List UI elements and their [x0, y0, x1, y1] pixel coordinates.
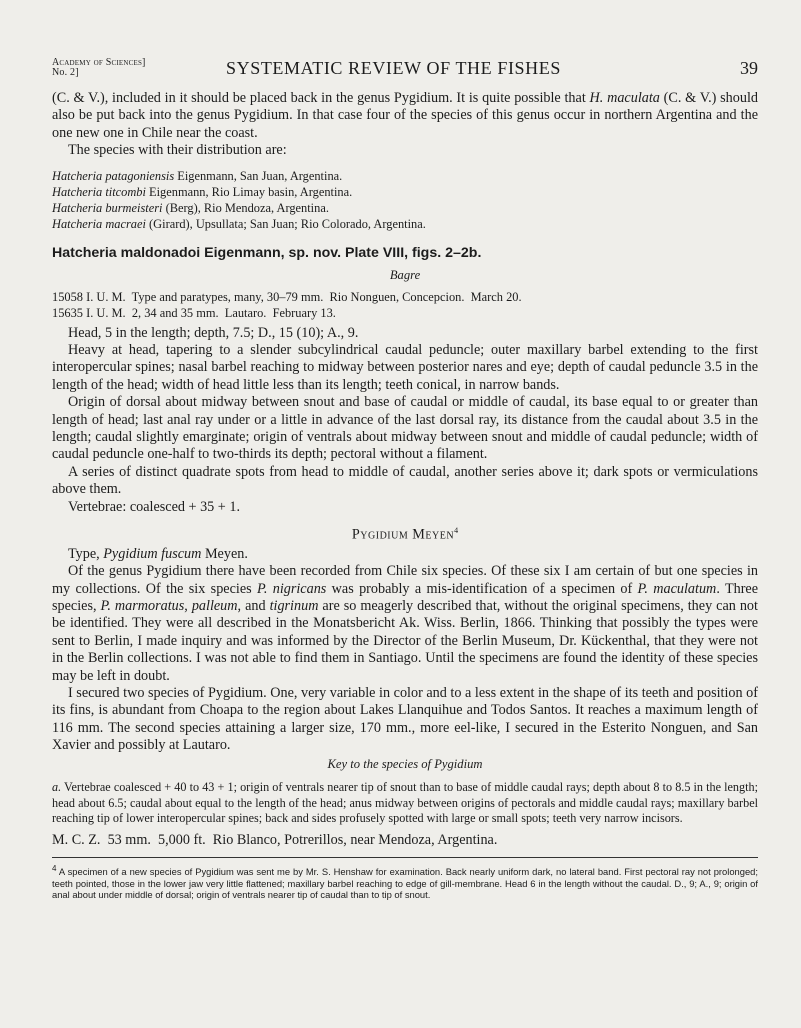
species-item: Hatcheria patagoniensis Eigenmann, San Juan, Argentina. — [52, 168, 343, 183]
measurements-paragraph: Head, 5 in the length; depth, 7.5; D., 15 (10); A., 9. — [68, 324, 359, 341]
species-list — [52, 168, 758, 232]
specimen-line: 15058 I. U. M. Type and paratypes, many, 30–79 mm. Rio Nonguen, Concepcion. March 20. — [52, 289, 522, 304]
distribution-intro: The species with their distribution are: — [68, 142, 287, 159]
running-title: SYSTEMATIC REVIEW OF THE FISHES — [226, 58, 561, 78]
vertebrae-paragraph: Vertebrae: coalesced + 35 + 1. — [68, 498, 240, 515]
intro-paragraph: (C. & V.), included in it should be placed back in the genus Pygidium. It is quite possible that H. maculata (C. & V.) should also be put back into the genus Pygidium. In that case four of the species of this genus occur in northern Argentina and the one new one in Chile near the coast. — [52, 90, 758, 141]
common-name: Bagre — [389, 267, 421, 282]
journal-name: Academy of Sciences] — [52, 57, 146, 68]
footnote-divider — [52, 857, 758, 858]
page-number: 39 — [740, 58, 758, 78]
specimen-record: M. C. Z. 53 mm. 5,000 ft. Rio Blanco, Potrerillos, near Mendoza, Argentina. — [52, 832, 498, 849]
fins-paragraph: Origin of dorsal about midway between snout and base of caudal or middle of caudal, its base equal to or greater than length of head; last anal ray under or a little in advance of the last dorsal ray, its distance from the caudal about 3.5 in the length; caudal slightly emarginate; origin of ventrals about midway between snout and middle of caudal peduncle; width of caudal peduncle one-half to two-thirds its depth; pectoral without a filament. — [52, 394, 758, 463]
specimen-line: 15635 I. U. M. 2, 34 and 35 mm. Lautaro. February 13. — [52, 305, 336, 320]
pygidium-paragraph: Of the genus Pygidium there have been recorded from Chile six species. Of these six I am certain of but one species in my collections. Of the six species P. nigricans was probably a mis-identification of a specimen of P. maculatum. Three species, P. marmoratus, palleum, and tigrinum are so meagerly described that, without the original specimens, they can not be identified. They were all described in the Monatsbericht Ak. Wiss. Berlin, 1866. Thinking that possibly the types were sent to Berlin, I made inquiry and was informed by the Director of the Berlin Museum, Dr. Kückenthal, that they were not in the Berlin collections. I was not able to find them in Santiago. Until the specimens are found the identity of these species may be left in doubt. — [52, 563, 759, 684]
section-heading-pygidium: Pygidium Meyen$^4$ — [351, 526, 459, 543]
footnote-marker: 4 — [454, 526, 459, 536]
type-paragraph: Type, Pygidium fuscum Meyen. — [68, 545, 248, 562]
journal-citation — [52, 58, 146, 78]
description-paragraph: Heavy at head, tapering to a slender subcylindrical caudal peduncle; outer maxillary barbel extending to the first interopercular spines; nasal barbel reaching to midway between posterior nares and eye; depth of caudal peduncle 3.5 in the length of the head; width of head little less than its length; teeth conical, in narrow bands. — [52, 342, 758, 393]
coloration-paragraph: A series of distinct quadrate spots from head to middle of caudal, another series above it; dark spots or vermiculations above them. — [52, 463, 758, 498]
species-item: Hatcheria burmeisteri (Berg), Rio Mendoza, Argentina. — [52, 200, 329, 215]
page — [52, 56, 758, 901]
specimen-list — [52, 289, 758, 321]
journal-number: No. 2] — [52, 67, 79, 78]
species-item: Hatcheria macraei (Girard), Upsullata; San Juan; Rio Colorado, Argentina. — [52, 216, 426, 231]
species-item: Hatcheria titcombi Eigenmann, Rio Limay basin, Argentina. — [52, 184, 353, 199]
footnote: $^4$ A specimen of a new species of Pygidium was sent me by Mr. S. Henshaw for examination. Back nearly uniform dark, no lateral band. First pectoral ray not prolonged; teeth pointed, those in the lower jaw very little flattened; maxillary barbel reaching to edge of gill-membrane. Head 6 in the length without the caudal. D., 9; A., 9; origin of anal about under middle of dorsal; origin of ventrals nearer tip of caudal than to tip of snout. — [52, 864, 758, 901]
key-heading: Key to the species of Pygidium — [327, 756, 483, 771]
key-entry: a. Vertebrae coalesced + 40 to 43 + 1; origin of ventrals nearer tip of snout than to base of middle caudal rays; depth about 8 to 8.5 in the length; head about 6.5; caudal about equal to the length of the head; anus midway between origins of pectorals and middle caudal rays; maxillary barbel reaching tip of lower interopercular spines; back and sides profusely spotted with large or small spots; teeth very narrow incisors. — [52, 779, 758, 826]
section-heading-hatcheria: Hatcheria maldonadoi Eigenmann, sp. nov. Plate VIII, figs. 2–2b. — [52, 244, 482, 261]
running-header — [52, 56, 758, 82]
pygidium-species-paragraph: I secured two species of Pygidium. One, very variable in color and to a less extent in the shape of its teeth and position of its fins, is abundant from Choapa to the region about Lakes Llanquihue and Todos Santos. It reaches a maximum length of 116 mm. The second species attaining a larger size, 170 mm., more eel-like, I secured in the Esterito Nonguen, and San Xavier and possibly at Lautaro. — [52, 685, 758, 754]
